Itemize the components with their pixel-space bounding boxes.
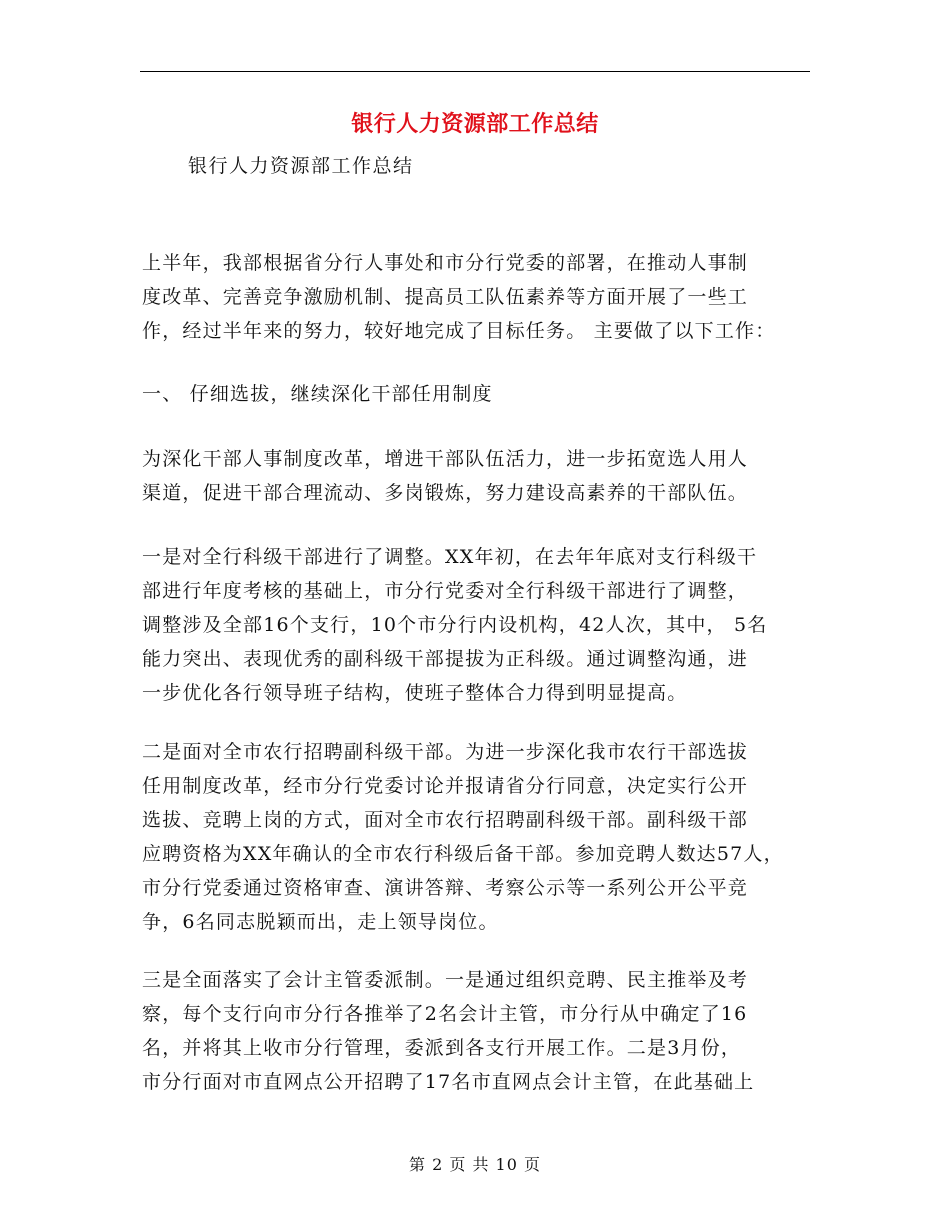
text-line: 渠道，促进干部合理流动、多岗锻炼，努力建设高素养的干部队伍。 [142,482,749,504]
document-subtitle: 银行人力资源部工作总结 [188,155,414,177]
text-line: 市分行面对市直网点公开招聘了17名市直网点会计主管，在此基础上 [142,1071,755,1093]
text-line: 选拔、竞聘上岗的方式，面对全市农行招聘副科级干部。副科级干部 [142,809,749,831]
text-line: 部进行年度考核的基础上，市分行党委对全行科级干部进行了调整， [142,580,749,602]
paragraph-intro [142,246,822,348]
text-line: 度改革、完善竞争激励机制、提高员工队伍素养等方面开展了一些工 [142,286,749,308]
paragraph-point-1 [142,540,822,710]
document-title: 银行人力资源部工作总结 [351,112,599,137]
text-line: 作，经过半年来的努力，较好地完成了目标任务。 主要做了以下工作： [142,320,776,342]
text-line: 察，每个支行向市分行各推举了2名会计主管，市分行从中确定了16 [142,1003,748,1025]
text-line: 争，6名同志脱颖而出，走上领导岗位。 [142,911,499,933]
text-line: 任用制度改革，经市分行党委讨论并报请省分行同意，决定实行公开 [142,775,749,797]
text-line: 一是对全行科级干部进行了调整。XX年初，在去年年底对支行科级干 [142,546,758,568]
text-line: 应聘资格为XX年确认的全市农行科级后备干部。参加竞聘人数达57人， [142,843,784,865]
text-line: 名，并将其上收市分行管理，委派到各支行开展工作。二是3月份， [142,1037,742,1059]
paragraph-point-2 [142,735,822,939]
section-heading-1 [142,377,822,411]
text-line: 一步优化各行领导班子结构，使班子整体合力得到明显提高。 [142,682,688,704]
text-line: 二是面对全市农行招聘副科级干部。为进一步深化我市农行干部选拔 [142,741,749,763]
text-line: 为深化干部人事制度改革，增进干部队伍活力，进一步拓宽选人用人 [142,448,749,470]
text-line: 能力突出、表现优秀的副科级干部提拔为正科级。通过调整沟通，进 [142,648,749,670]
text-line: 上半年，我部根据省分行人事处和市分行党委的部署，在推动人事制 [142,252,749,274]
text-line: 市分行党委通过资格审查、演讲答辩、考察公示等一系列公开公平竞 [142,877,749,899]
text-line: 调整涉及全部16个支行，10个市分行内设机构，42人次，其中， 5名 [142,614,768,636]
paragraph-section-intro [142,442,822,510]
text-line: 三是全面落实了会计主管委派制。一是通过组织竞聘、民主推举及考 [142,969,749,991]
header-rule [140,71,810,72]
text-line: 一、 仔细选拔，继续深化干部任用制度 [142,383,493,405]
page-number-footer: 第 2 页 共 10 页 [409,1155,541,1174]
paragraph-point-3 [142,963,822,1099]
